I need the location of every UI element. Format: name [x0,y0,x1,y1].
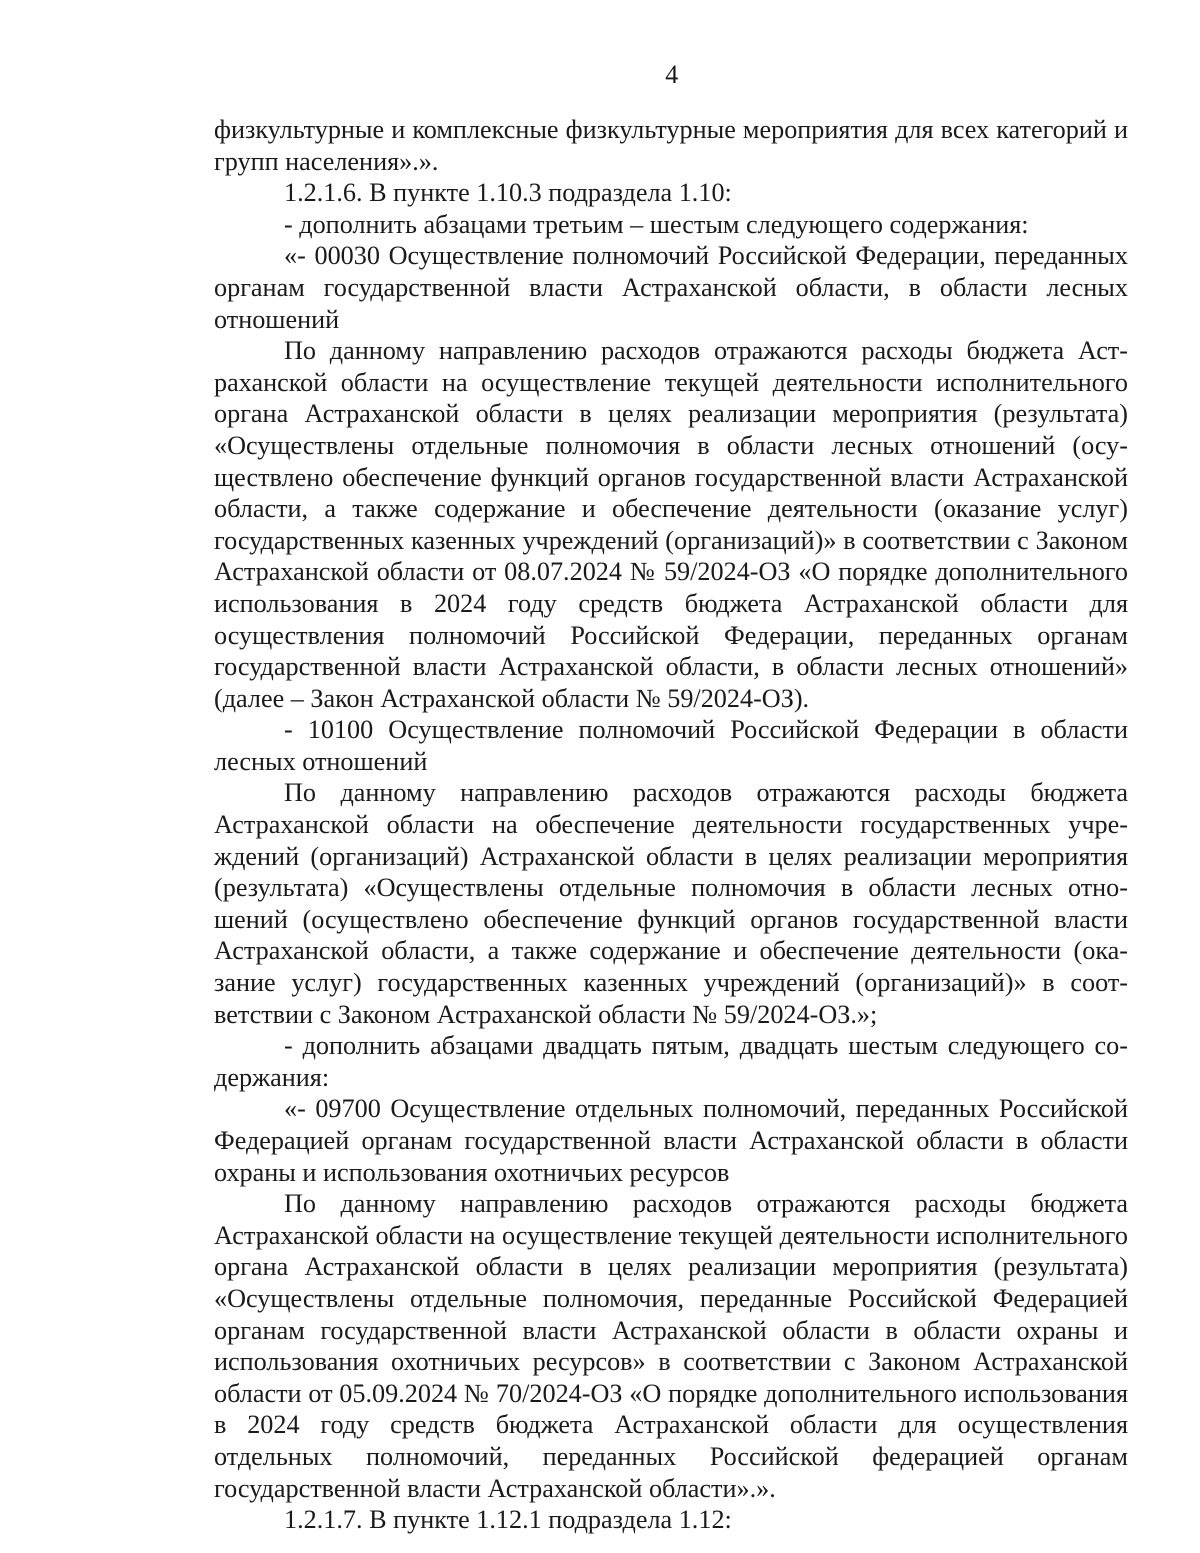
paragraph-add-abzats-3-6: - дополнить абзацами третьим – шестым следующего содержания: [284,209,1029,239]
paragraph-desc-10100: По данному направлению расходов отражаются расходы бюджета Астраханской области на обеспечение деятельности государственных учреждений (организаций) Астраханской области в целях реализации мероприятия (результата) «Осуществлены отдельные полномочия в области лесных отношений (осуществлено обеспечение функций органов государственной власти Астраханской области, а также содержание и обеспечение деятельности (оказание услуг) государственных казенных учреждений (организаций)» в соответствии с Законом Астраханской области № 59/2024-ОЗ.»; [214,778,1128,1029]
paragraph-item-00030: «- 00030 Осуществление полномочий Российской Федерации, переданных органам государственной власти Астраханской области, в области лесных отношений [214,241,1128,334]
paragraph-desc-00030: По данному направлению расходов отражаются расходы бюджета Астраханской области на осуществление текущей деятельности исполнительного органа Астраханской области в целях реализации мероприятия (результата) «Осуществлены отдельные полномочия в области лесных отношений (осуществлено обеспечение функций органов государственной власти Астраханской области, а также содержание и обеспечение деятельности (оказание услуг) государственных казенных учреждений (организаций)» в соответствии с Законом Астраханской области от 08.07.2024 № 59/2024-ОЗ «О порядке дополнительного использования в 2024 году средств бюджета Астраханской области для осуществления полномочий Российской Федерации, переданных органам государственной власти Астраханской области, в области лесных отношений» (далее – Закон Астраханской области № 59/2024-ОЗ). [214,336,1128,713]
paragraph-add-abzats-25-26: - дополнить абзацами двадцать пятым, двадцать шестым следующего содержания: [214,1031,1128,1092]
paragraph-item-10100: - 10100 Осуществление полномочий Российской Федерации в области лесных отношений [214,715,1128,776]
paragraph-clause-1-2-1-6: 1.2.1.6. В пункте 1.10.3 подраздела 1.10: [284,178,732,208]
paragraph-clause-1-2-1-7: 1.2.1.7. В пункте 1.12.1 подраздела 1.12: [284,1505,732,1535]
page-number: 4 [665,60,679,89]
paragraph-desc-09700: По данному направлению расходов отражаются расходы бюджета Астраханской области на осуществление текущей деятельности исполнительного органа Астраханской области в целях реализации мероприятия (результата) «Осуществлены отдельные полномочия, переданные Российской Федерацией органам государственной власти Астраханской области в области охраны и использования охотничьих ресурсов» в соответствии с Законом Астраханской области от 05.09.2024 № 70/2024-ОЗ «О порядке дополнительного использования в 2024 году средств бюджета Астраханской области для осуществления отдельных полномочий, переданных Российской федерацией органам государственной власти Астраханской области».». [214,1189,1128,1503]
paragraph-continuation: физкультурные и комплексные физкультурные мероприятия для всех категорий и групп населения».». [214,115,1128,176]
paragraph-item-09700: «- 09700 Осуществление отдельных полномочий, переданных Российской Федерацией органам государственной власти Астраханской области в области охраны и использования охотничьих ресурсов [214,1094,1128,1187]
document-body [214,114,1128,1536]
